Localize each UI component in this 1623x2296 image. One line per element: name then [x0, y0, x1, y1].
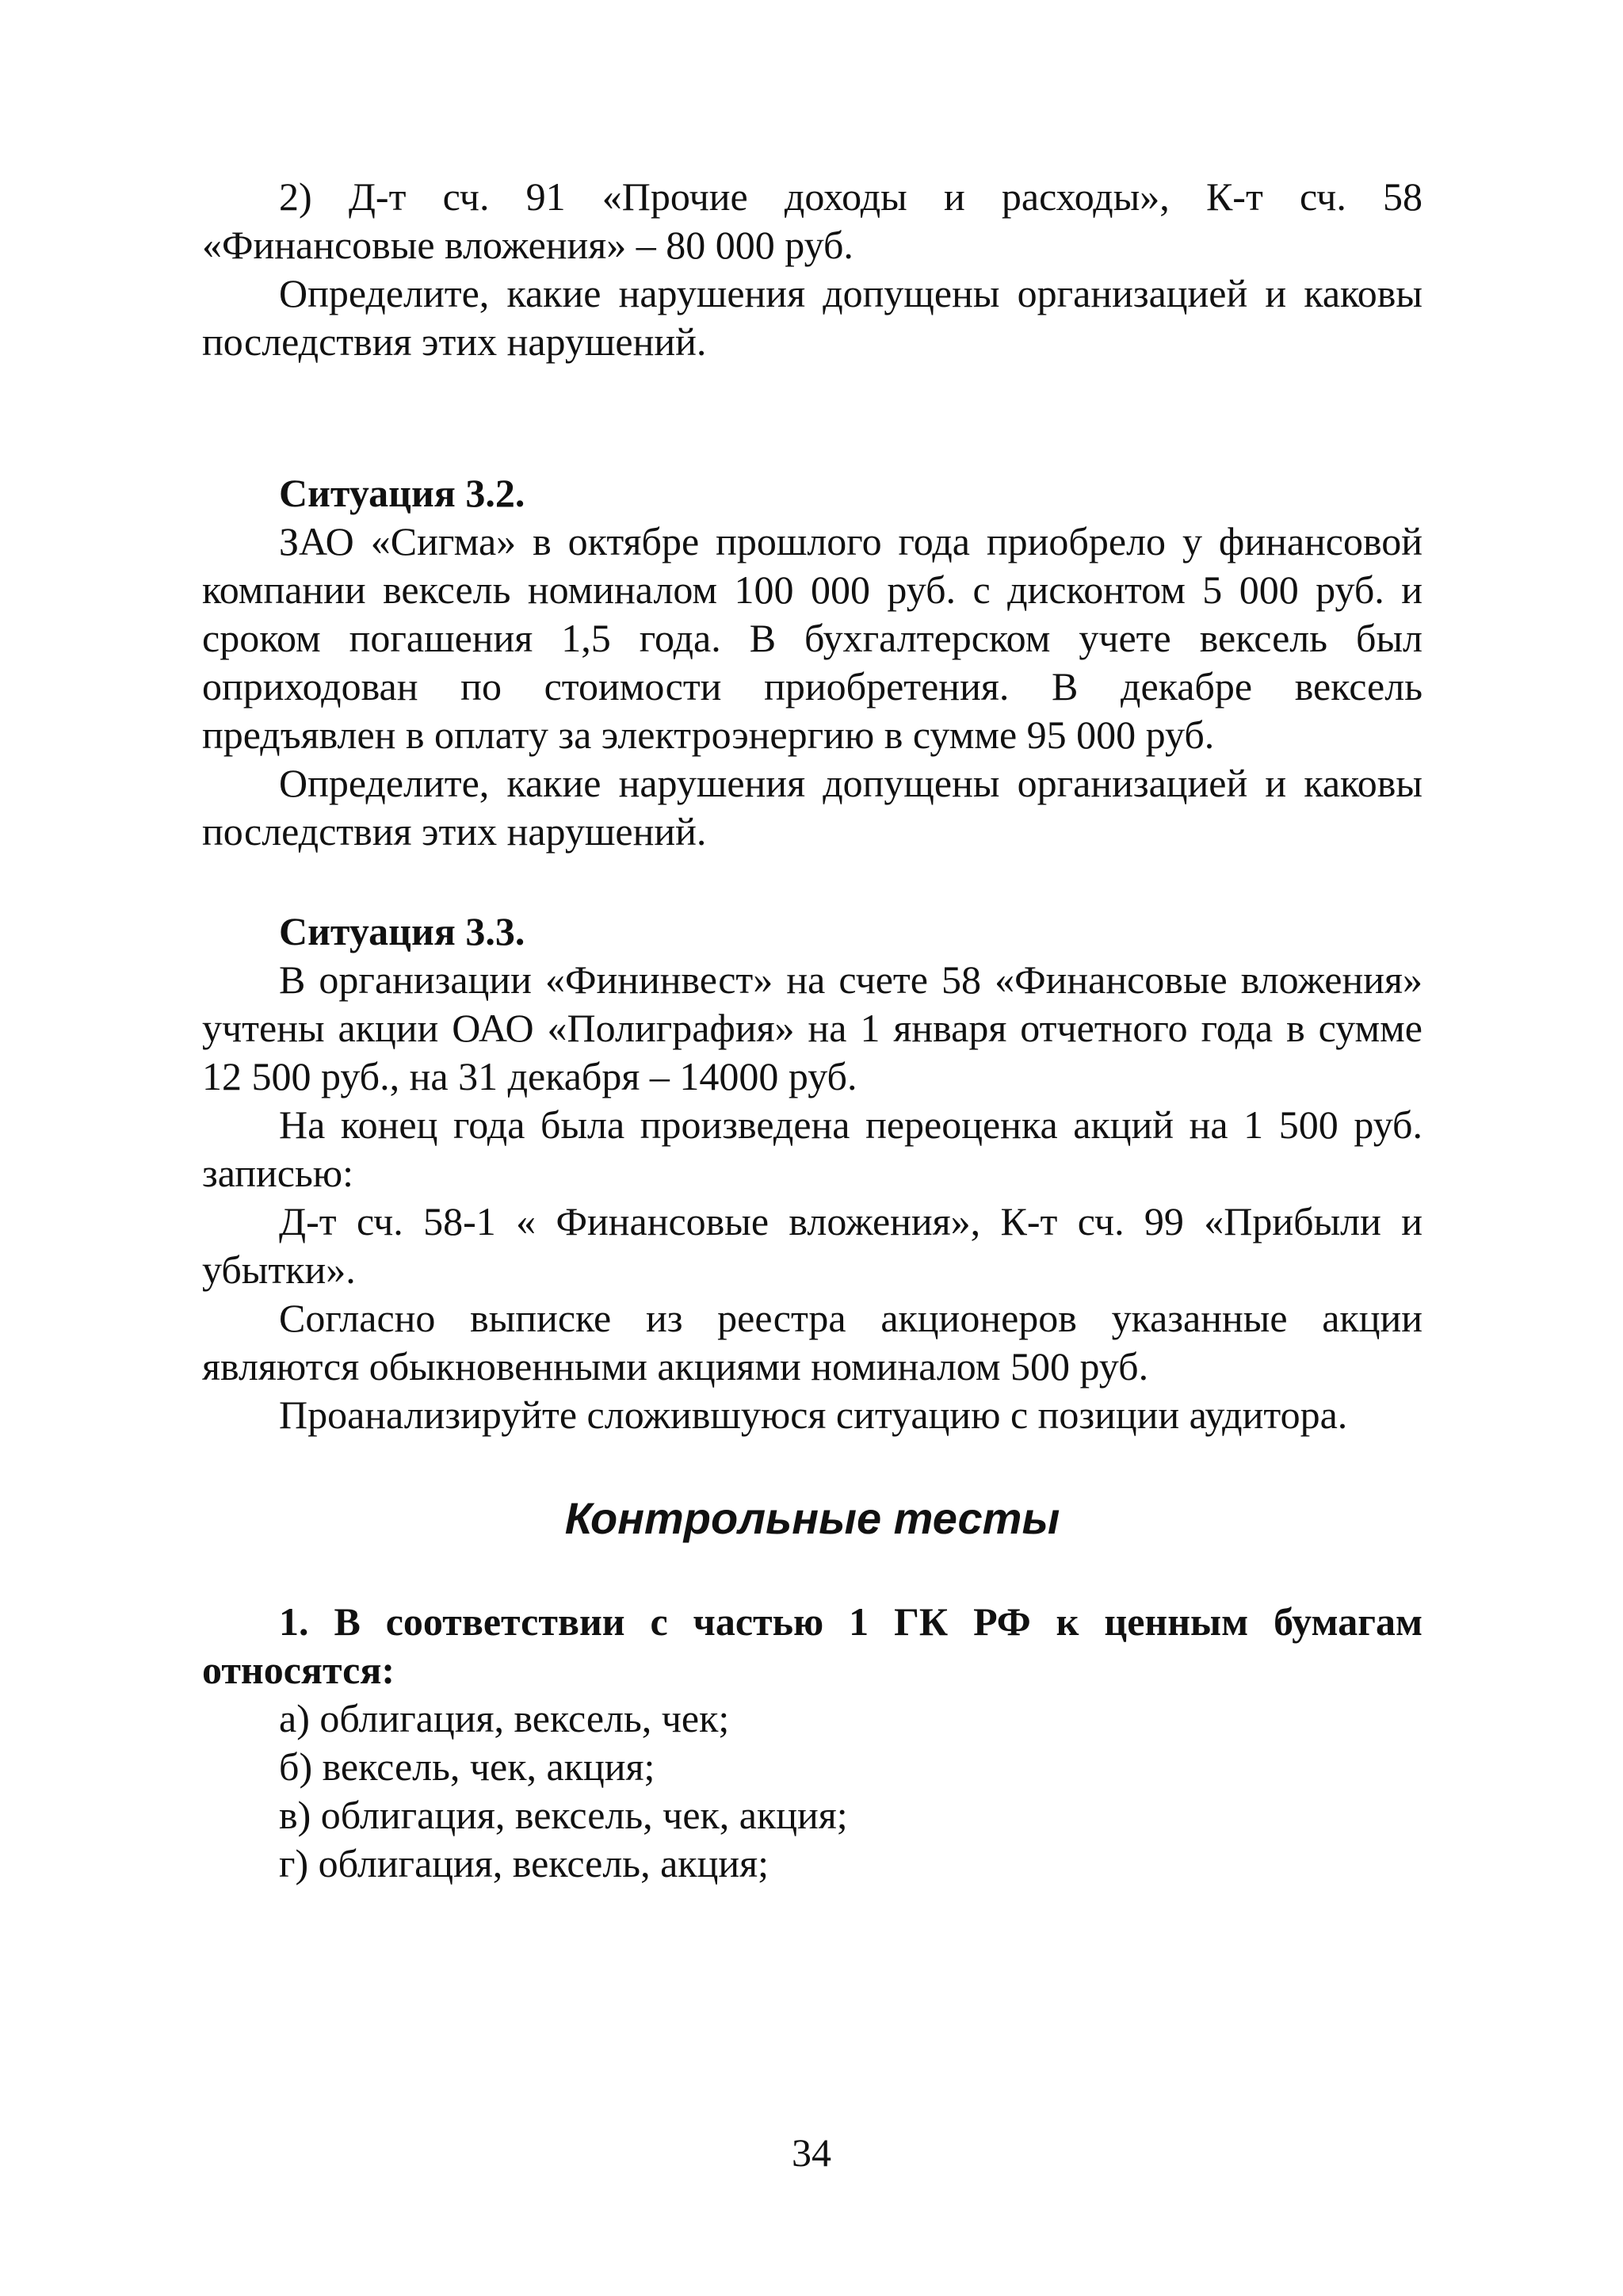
spacer — [202, 1439, 1423, 1491]
test-question-1: 1. В соответствии с частью 1 ГК РФ к ценным бумагам относятся: — [202, 1599, 1423, 1692]
situation-3-3-body-1: В организации «Фининвест» на счете 58 «Финансовые вложения» учтены акции ОАО «Полиграфия» на 1 января отчетного года в сумме 12 500 руб., на 31 декабря – 14000 руб. — [202, 957, 1423, 1098]
situation-3-3-body-4: Согласно выписке из реестра акционеров указанные акции являются обыкновенными акциями номиналом 500 руб. — [202, 1296, 1423, 1389]
spacer — [202, 366, 1423, 469]
test-option-d: г) облигация, вексель, акция; — [279, 1841, 769, 1885]
situation-3-3-body-3: Д-т сч. 58-1 « Финансовые вложения», К-т сч. 99 «Прибыли и убытки». — [202, 1199, 1423, 1292]
page-number: 34 — [792, 2130, 831, 2175]
test-option-a: а) облигация, вексель, чек; — [279, 1696, 730, 1740]
situation-3-2-body: ЗАО «Сигма» в октябре прошлого года приобрело у финансовой компании вексель номиналом 100 000 руб. с дисконтом 5 000 руб. и сроком погашения 1,5 года. В бухгалтерском учете вексель был оприходован по стоимости приобретения. В декабре вексель предъявлен в оплату за электроэнергию в сумме 95 000 руб. — [202, 519, 1423, 757]
test-option-b: б) вексель, чек, акция; — [279, 1744, 655, 1789]
test-option-c: в) облигация, вексель, чек, акция; — [279, 1793, 848, 1837]
entry-line-1: 2) Д-т сч. 91 «Прочие доходы и расходы», К-т сч. 58 — [279, 174, 1423, 219]
intro-task: Определите, какие нарушения допущены организацией и каковы последствия этих нарушений. — [202, 271, 1423, 364]
tests-heading: Контрольные тесты — [564, 1493, 1060, 1543]
page-content — [202, 173, 1423, 1888]
spacer — [202, 856, 1423, 907]
situation-3-3-task: Проанализируйте сложившуюся ситуацию с позиции аудитора. — [279, 1392, 1348, 1437]
situation-3-2-title: Ситуация 3.2. — [279, 471, 525, 515]
situation-3-3-body-2: На конец года была произведена переоценка акций на 1 500 руб. записью: — [202, 1102, 1423, 1195]
spacer — [202, 1546, 1423, 1598]
entry-line-2: «Финансовые вложения» – 80 000 руб. — [202, 223, 854, 267]
situation-3-3-title: Ситуация 3.3. — [279, 909, 525, 953]
situation-3-2-task: Определите, какие нарушения допущены организацией и каковы последствия этих нарушений. — [202, 761, 1423, 854]
